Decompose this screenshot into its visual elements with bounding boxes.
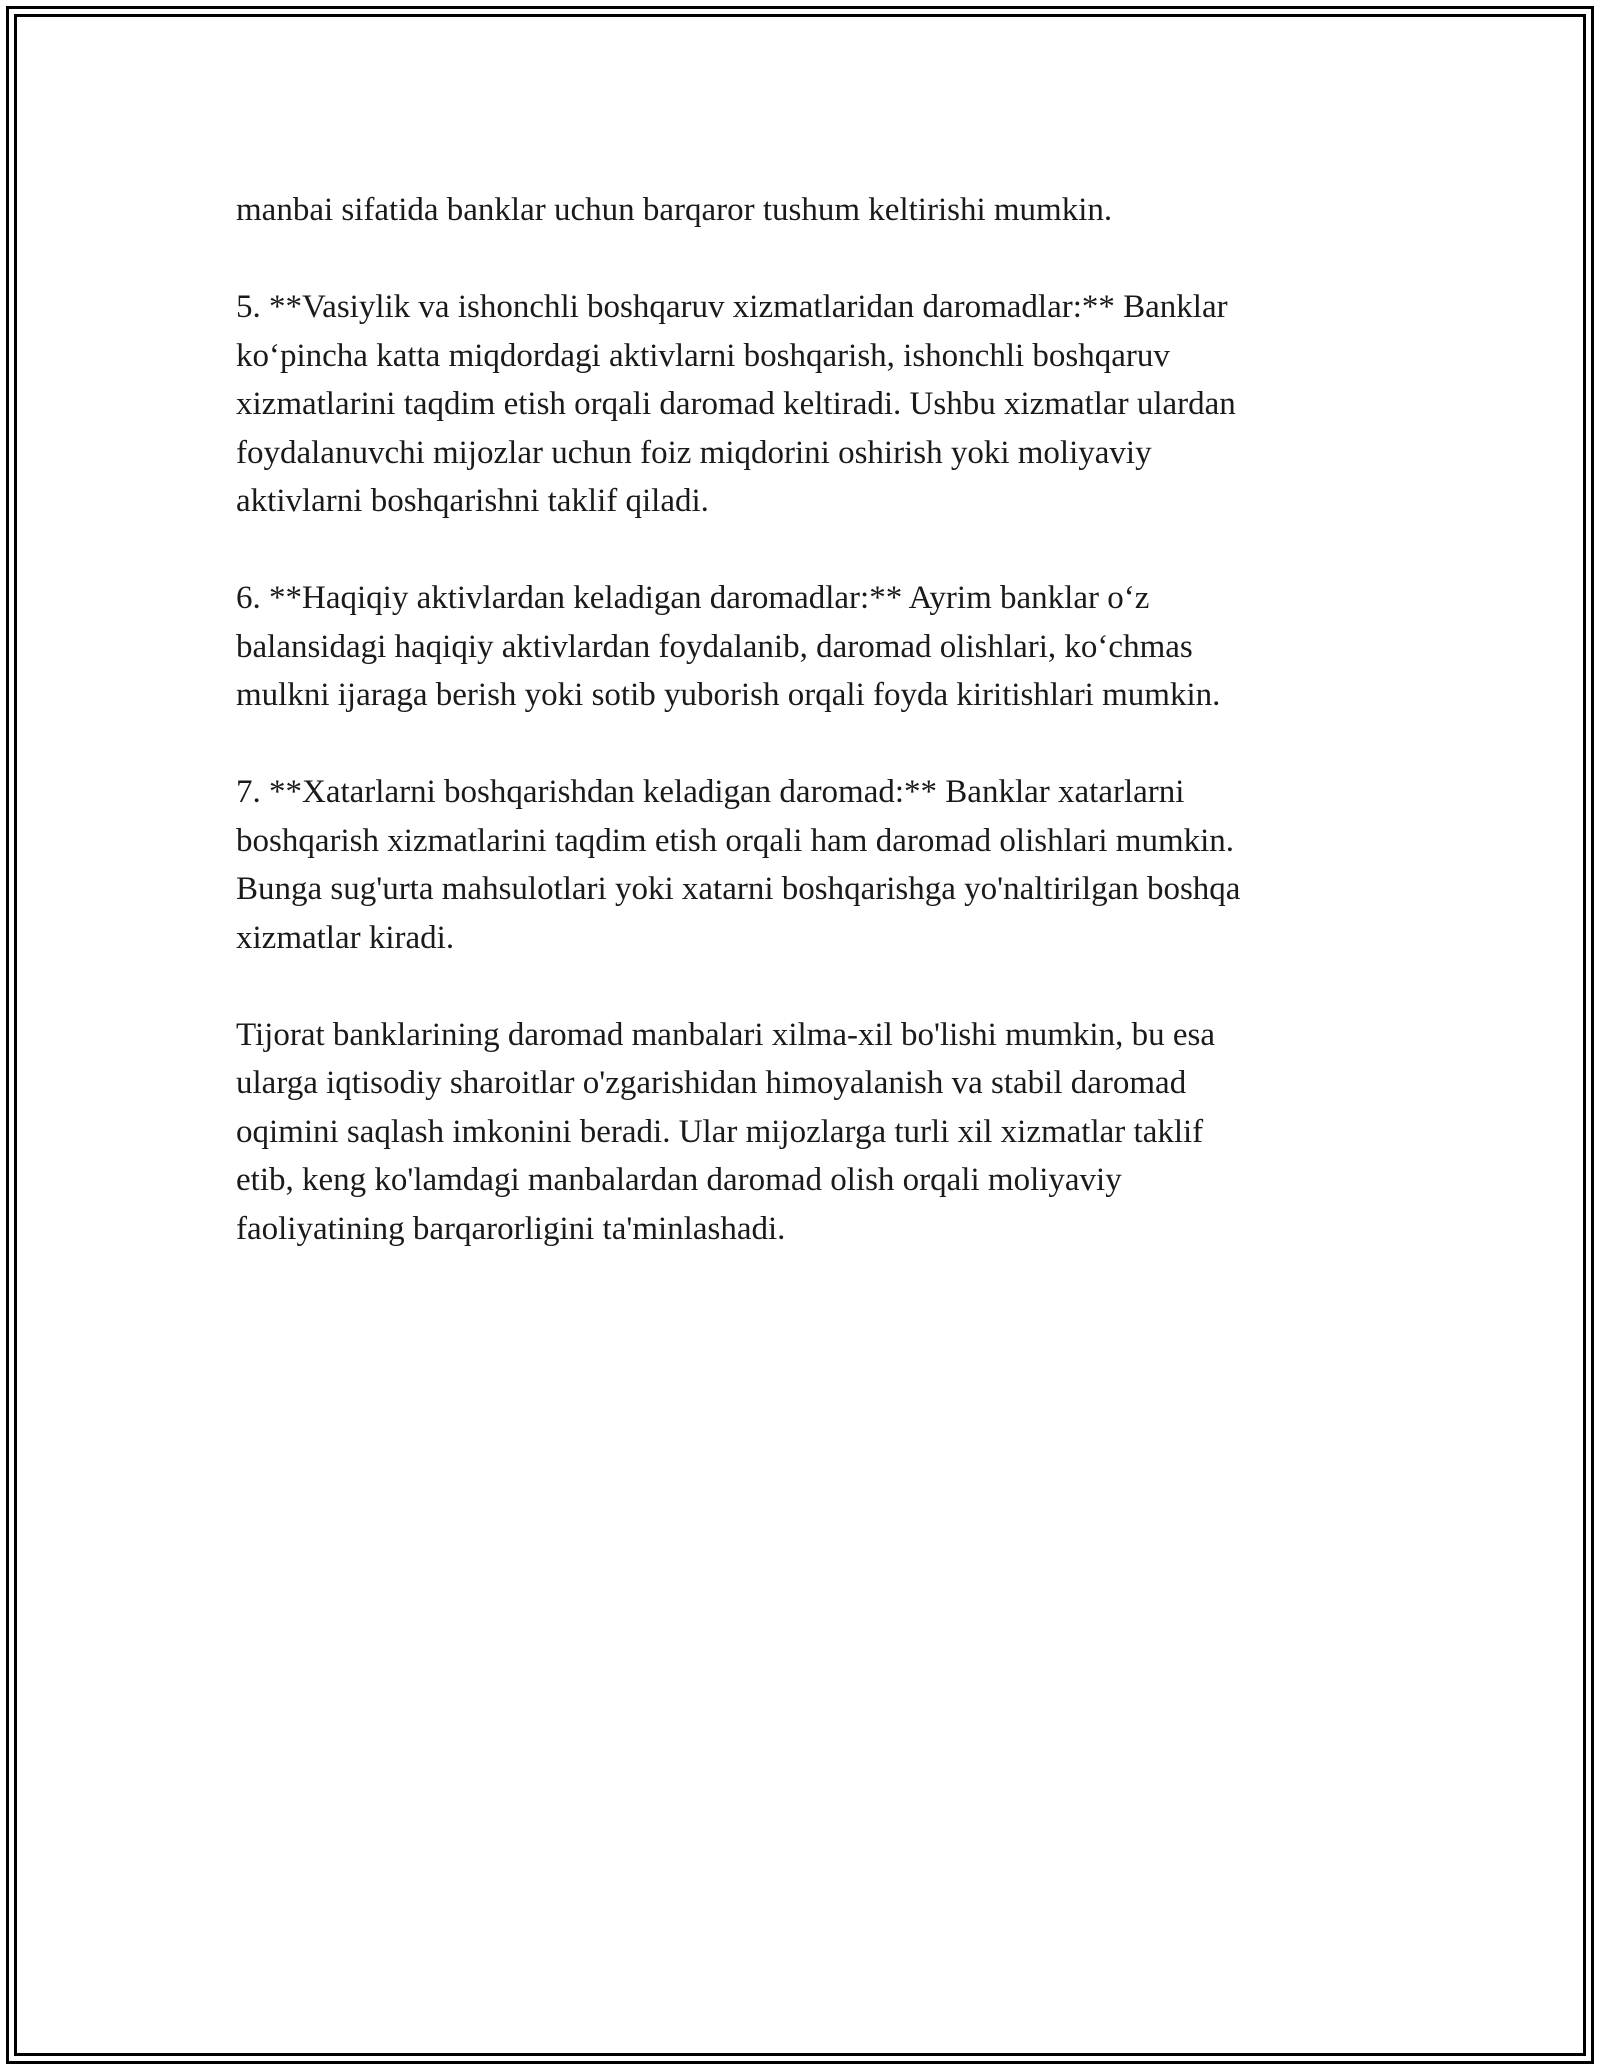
paragraph-item-6: 6. **Haqiqiy aktivlardan keladigan daromadlar:** Ayrim banklar o‘z balansidagi haqiqiy aktivlardan foydalanib, daromad olishlari, ko‘chmas mulkni ijaraga berish yoki sotib yuborish orqali foyda kiritishlari mumkin. [236,580,1221,713]
document-body [236,186,1376,1302]
paragraph-continuation: manbai sifatida banklar uchun barqaror tushum keltirishi mumkin. [236,192,1113,228]
paragraph-item-7: 7. **Xatarlarni boshqarishdan keladigan daromad:** Banklar xatarlarni boshqarish xizmatlarini taqdim etish orqali ham daromad olishlari mumkin. Bunga sug'urta mahsulotlari yoki xatarni boshqarishga yo'naltirilgan boshqa xizmatlar kiradi. [236,774,1241,956]
paragraph-item-5: 5. **Vasiylik va ishonchli boshqaruv xizmatlaridan daromadlar:** Banklar ko‘pincha katta miqdordagi aktivlarni boshqarish, ishonchli boshqaruv xizmatlarini taqdim etish orqali daromad keltiradi. Ushbu xizmatlar ulardan foydalanuvchi mijozlar uchun foiz miqdorini oshirish yoki moliyaviy aktivlarni boshqarishni taklif qiladi. [236,289,1236,519]
paragraph-conclusion: Tijorat banklarining daromad manbalari xilma-xil bo'lishi mumkin, bu esa ularga iqtisodiy sharoitlar o'zgarishidan himoyalanish va stabil daromad oqimini saqlash imkonini beradi. Ular mijozlarga turli xil xizmatlar taklif etib, keng ko'lamdagi manbalardan daromad olish orqali moliyaviy faoliyatining barqarorligini ta'minlashadi. [236,1016,1215,1247]
